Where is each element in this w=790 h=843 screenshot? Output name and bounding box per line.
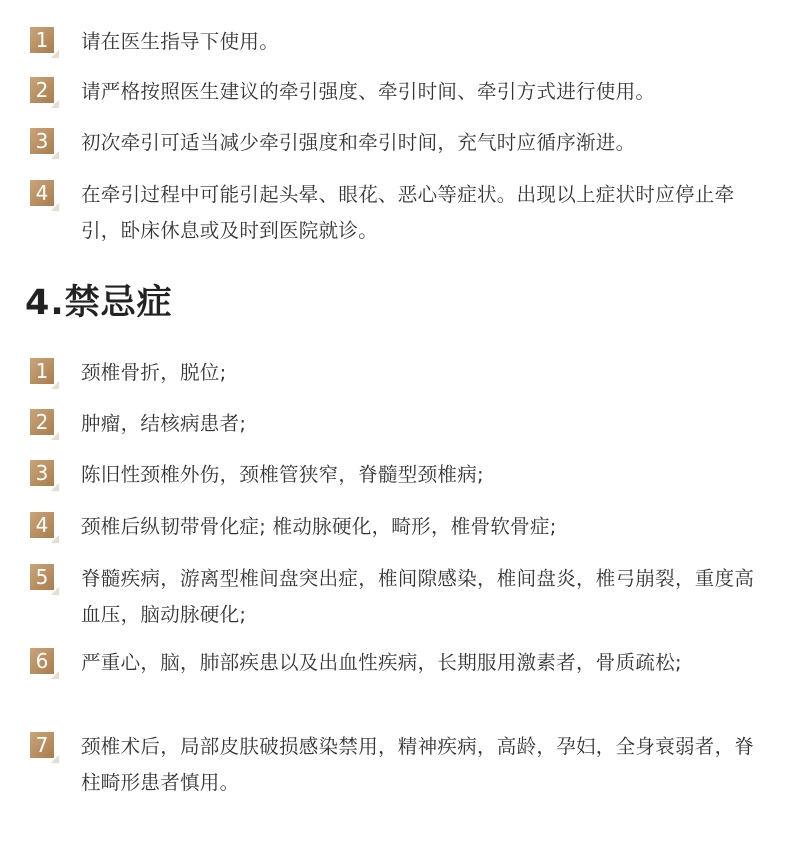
- section-heading-contraindications: 4.禁忌症: [25, 283, 173, 323]
- number-badge: 1: [30, 358, 54, 384]
- contraindication-text: 颈椎术后，局部皮肤破损感染禁用，精神疾病，高龄，孕妇，全身衰弱者，脊柱畸形患者慎用。: [81, 735, 755, 794]
- number-badge: 4: [30, 180, 54, 206]
- usage-note-text: 初次牵引可适当减少牵引强度和牵引时间，充气时应循序渐进。: [81, 131, 636, 154]
- usage-note-text: 请在医生指导下使用。: [81, 30, 280, 53]
- number-badge: 7: [30, 732, 54, 758]
- contraindication-text: 肿瘤，结核病患者;: [81, 412, 247, 435]
- contraindication-text: 颈椎后纵韧带骨化症; 椎动脉硬化，畸形，椎骨软骨症;: [81, 515, 557, 538]
- number-badge: 5: [30, 564, 54, 590]
- number-badge: 3: [30, 128, 54, 154]
- usage-note-text: 在牵引过程中可能引起头晕、眼花、恶心等症状。出现以上症状时应停止牵引，卧床休息或及时到医院就诊。: [81, 183, 735, 242]
- usage-note-text: 请严格按照医生建议的牵引强度、牵引时间、牵引方式进行使用。: [81, 80, 656, 103]
- number-badge: 3: [30, 460, 54, 486]
- contraindication-text: 严重心，脑，肺部疾患以及出血性疾病，长期服用激素者，骨质疏松;: [81, 651, 682, 674]
- contraindication-text: 颈椎骨折，脱位;: [81, 361, 227, 384]
- number-badge: 2: [30, 77, 54, 103]
- contraindication-text: 脊髓疾病，游离型椎间盘突出症，椎间隙感染，椎间盘炎，椎弓崩裂，重度高血压，脑动脉硬化;: [81, 567, 755, 626]
- number-badge: 2: [30, 409, 54, 435]
- contraindication-text: 陈旧性颈椎外伤，颈椎管狭窄，脊髓型颈椎病;: [81, 463, 484, 486]
- number-badge: 1: [30, 27, 54, 53]
- number-badge: 6: [30, 648, 54, 674]
- number-badge: 4: [30, 512, 54, 538]
